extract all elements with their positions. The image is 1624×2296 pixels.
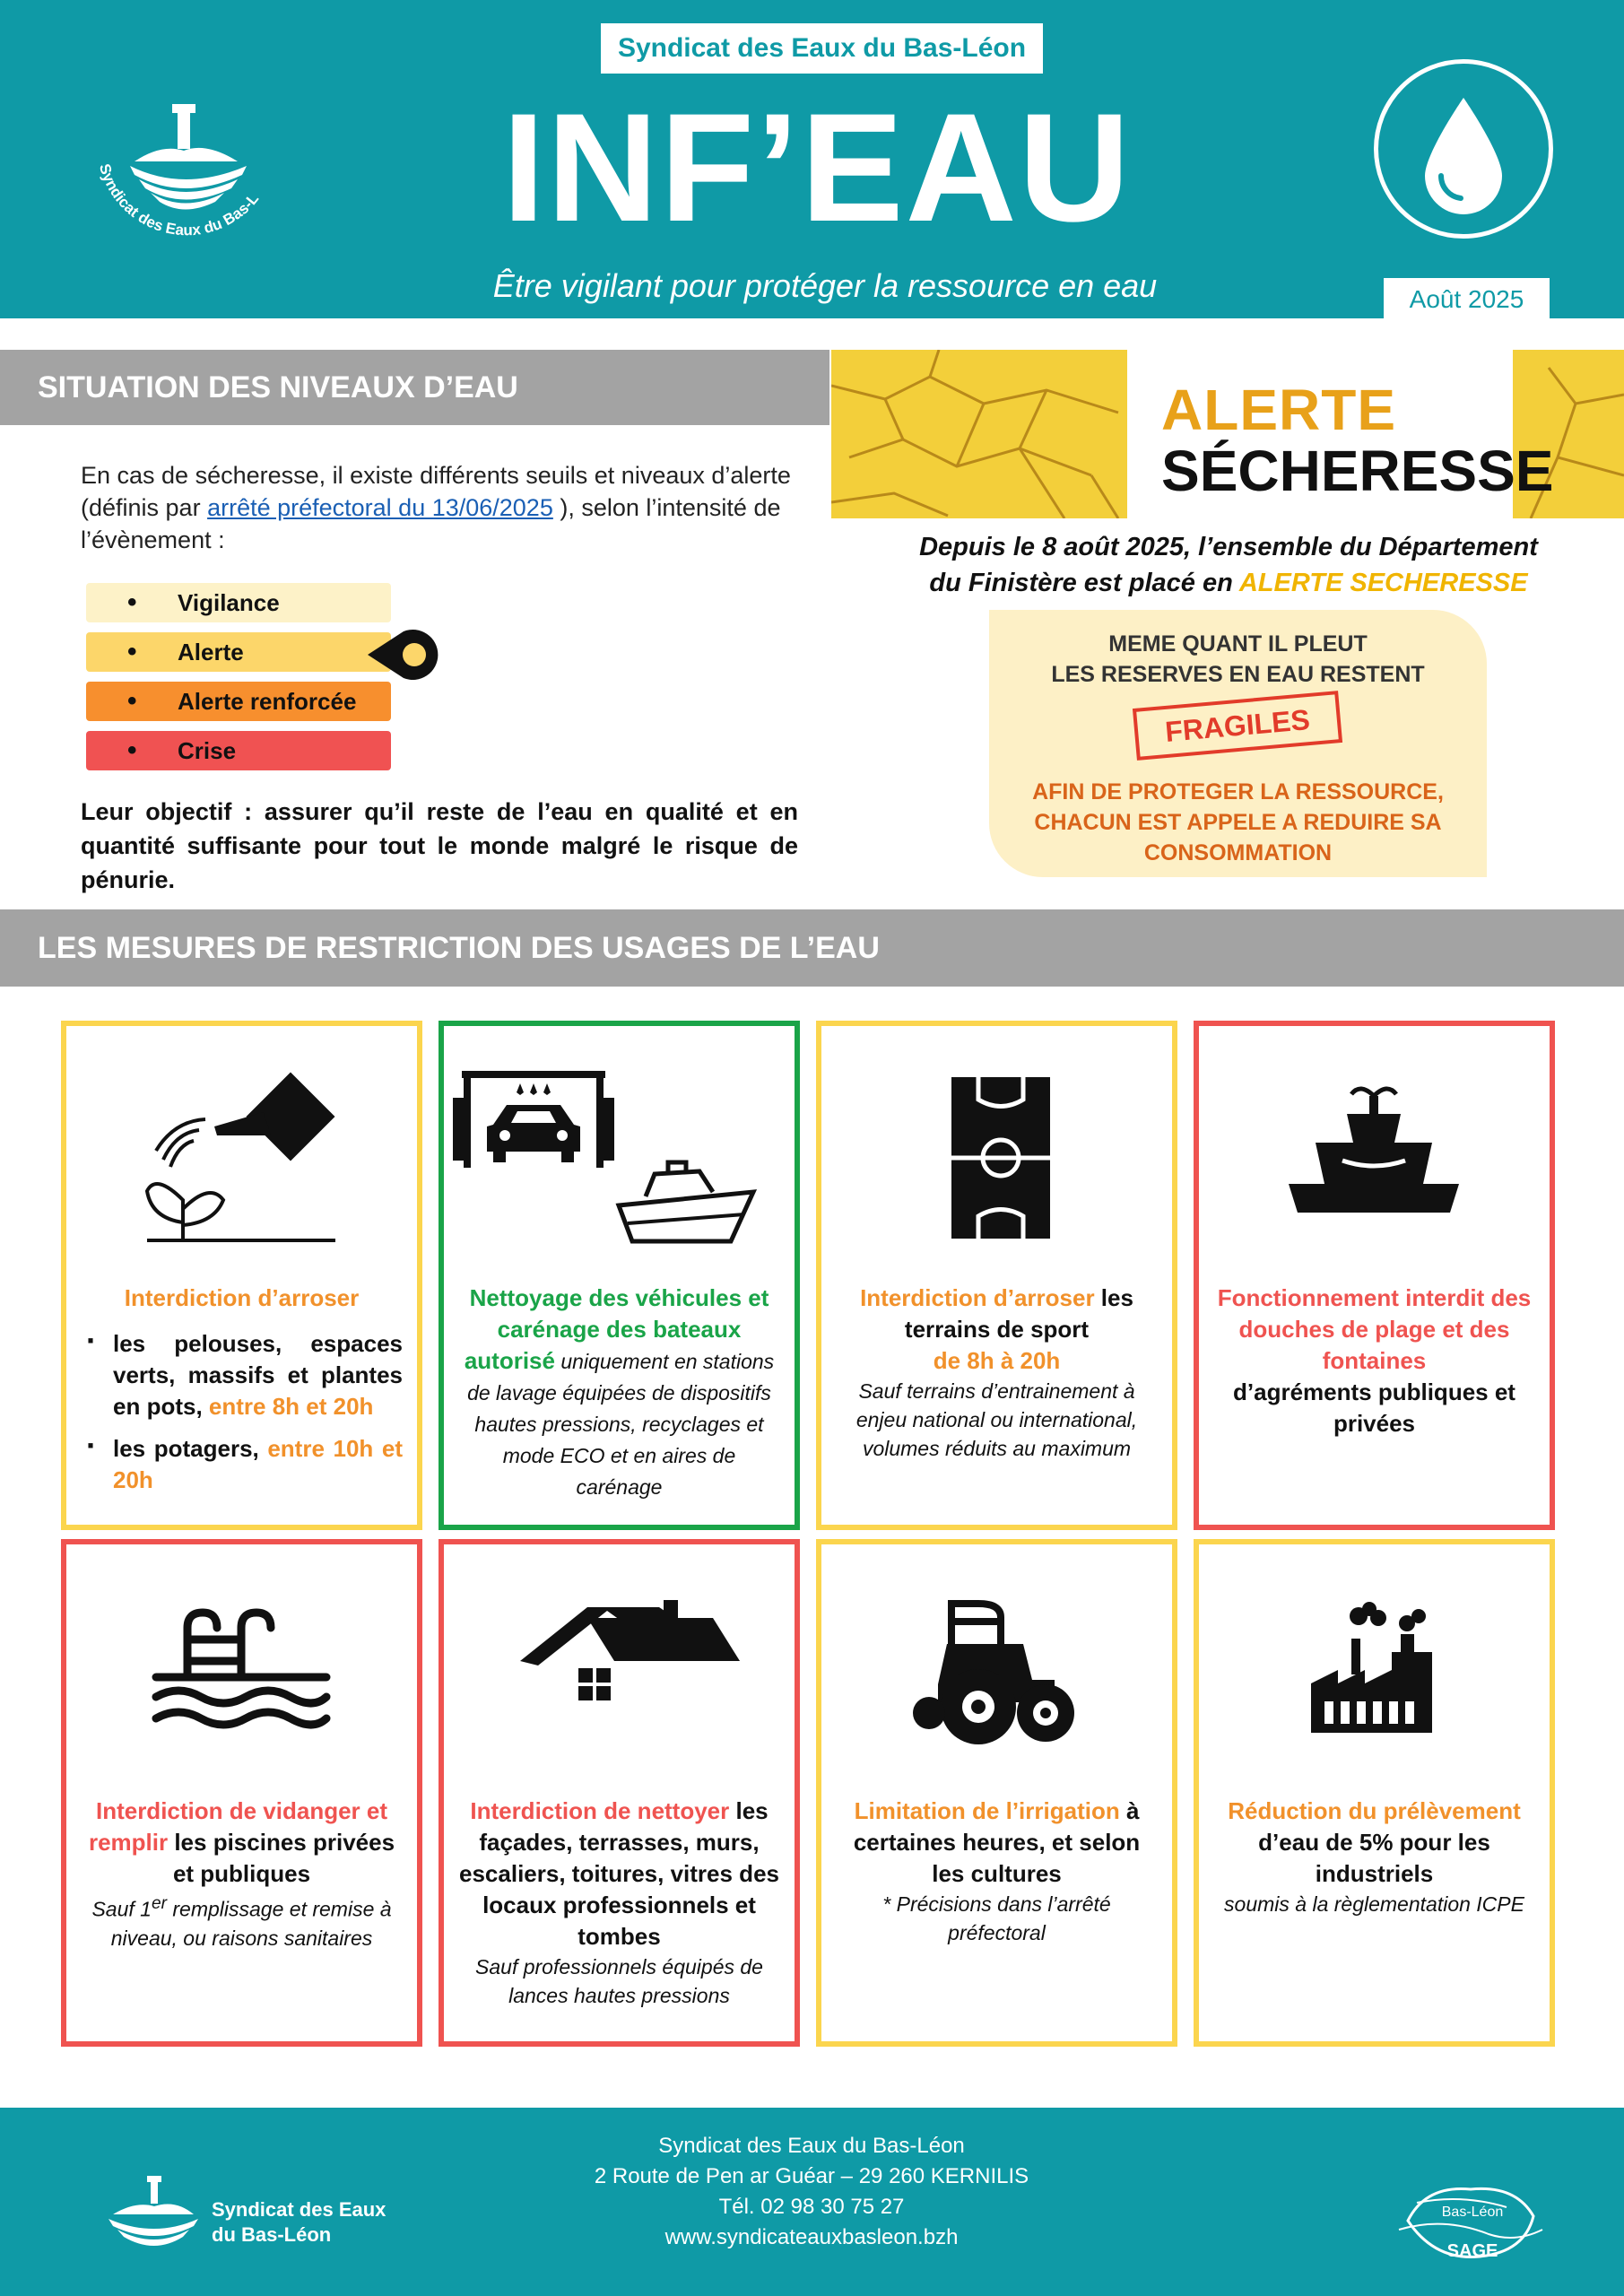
card-heading: Fonctionnement interdit des douches de plage et des fontaines [1217, 1284, 1532, 1374]
sports-field-icon [821, 1073, 1172, 1243]
card-text [1213, 1283, 1535, 1439]
level-alerte-renforcee [86, 682, 391, 721]
level-bullet: • [127, 587, 137, 617]
level-bullet: • [127, 637, 137, 666]
card-text [836, 1796, 1158, 1947]
card-subject: les façades, terrasses, murs, escaliers, toitures, vitres des locaux professionnels et tombes [459, 1797, 779, 1950]
bullet-hours: entre 10h et 20h [113, 1435, 403, 1493]
dept-alert-highlight: ALERTE SECHERESSE [1238, 569, 1528, 597]
card-cleaning [439, 1539, 800, 2047]
card-pools [61, 1539, 422, 2047]
card-irrigation [816, 1539, 1177, 2047]
card-industry [1194, 1539, 1555, 2047]
logo-water-tower-icon [81, 99, 296, 242]
card-hours: de 8h à 20h [933, 1347, 1061, 1374]
footer-address: 2 Route de Pen ar Guéar – 29 260 KERNILIS [594, 2164, 1029, 2188]
fountain-icon [1199, 1078, 1550, 1231]
footer [0, 2108, 1624, 2296]
note-text: remplissage et remise à niveau, ou raisons sanitaires [110, 1897, 392, 1950]
card-text [81, 1283, 403, 1496]
objective-text: Leur objectif : assurer qu’il reste de l’eau en qualité et en quantité suffisante pour tout le monde malgré le risque de pénurie. [81, 798, 798, 893]
bullet-hours: entre 8h et 20h [208, 1393, 374, 1420]
newsletter-title: INF’EAU [502, 82, 1132, 254]
bullet-text: les potagers, [113, 1435, 268, 1462]
card-sports-fields [816, 1021, 1177, 1530]
house-roof-icon [444, 1598, 795, 1724]
card-note: Sauf terrains d’entrainement à enjeu national ou international, volumes réduits au maximum [855, 1379, 1138, 1460]
svg-text:Syndicat des Eaux du Bas-Léon: Syndicat des Eaux du Bas-L [95, 161, 263, 239]
sage-map-icon [1390, 2167, 1551, 2274]
footer-logo-line1: Syndicat des Eaux [212, 2198, 386, 2221]
intro-paragraph [81, 459, 798, 556]
svg-text:SAGE: SAGE [1446, 2241, 1498, 2261]
footer-logo-line2: du Bas-Léon [212, 2223, 332, 2246]
car-wash-boat-icon [444, 1062, 795, 1250]
level-label: Vigilance [178, 588, 280, 616]
card-heading: Interdiction d’arroser [124, 1284, 360, 1311]
card-heading: Nettoyage des véhicules et carénage des bateaux autorisé [464, 1284, 769, 1374]
card-text [458, 1796, 780, 2010]
footer-phone[interactable]: Tél. 02 98 30 75 27 [718, 2195, 905, 2219]
level-alerte [86, 632, 391, 672]
prefectoral-decree-link[interactable]: arrêté préfectoral du 13/06/2025 [207, 494, 553, 521]
card-heading: Interdiction de vidanger et remplir [88, 1797, 388, 1856]
card-text [1213, 1796, 1535, 1918]
card-subject: à certaines heures, et selon les cultures [853, 1797, 1141, 1887]
card-watering [61, 1021, 422, 1530]
sage-logo [1390, 2167, 1551, 2274]
card-text [836, 1283, 1158, 1463]
intro-text-end: ), selon l’intensité de l’évènement : [81, 494, 781, 553]
note-superscript: er [151, 1894, 167, 1913]
card-heading: Limitation de l’irrigation [854, 1797, 1120, 1824]
card-subject: d’eau de 5% pour les industriels [1258, 1829, 1490, 1887]
water-drop-emblem [1374, 59, 1553, 239]
level-label: Crise [178, 736, 237, 764]
card-fountains [1194, 1021, 1555, 1530]
newsletter-subtitle: Être vigilant pour protéger la ressource en eau [492, 267, 1158, 304]
level-label: Alerte renforcée [178, 687, 357, 715]
tractor-icon [821, 1595, 1172, 1747]
card-vehicle-wash [439, 1021, 800, 1530]
level-bullet: • [127, 735, 137, 765]
alert-title-line2: SÉCHERESSE [1161, 439, 1554, 503]
fragile-reserves-box [989, 610, 1487, 877]
syndicat-logo [81, 99, 296, 242]
footer-website-link[interactable]: www.syndicateauxbasleon.bzh [664, 2225, 959, 2249]
level-crise [86, 731, 391, 770]
factory-icon [1199, 1598, 1550, 1742]
footer-contact [538, 2131, 1085, 2253]
header-banner [0, 0, 1624, 318]
bullet-text: les pelouses, espaces verts, massifs et plantes en pots, [113, 1330, 403, 1420]
section-title-restrictions: LES MESURES DE RESTRICTION DES USAGES DE L’EAU [0, 909, 1624, 987]
dept-line2 [847, 565, 1610, 601]
card-subject: les piscines privées et publiques [168, 1829, 395, 1887]
swimming-pool-icon [66, 1605, 417, 1740]
fragiles-stamp: FRAGILES [1133, 691, 1342, 761]
card-heading-line [836, 1283, 1158, 1345]
fragile-line1: MEME QUANT IL PLEUT [1108, 631, 1368, 657]
dept-line2-text: du Finistère est placé en [929, 569, 1239, 597]
issue-date: Août 2025 [1384, 278, 1550, 321]
card-heading: Interdiction de nettoyer [470, 1797, 730, 1824]
card-text [81, 1796, 403, 1952]
card-note: uniquement en stations de lavage équipées de dispositifs hautes pressions, recyclages et mode ECO et en aires de carénage [467, 1350, 775, 1499]
card-note: * Précisions dans l’arrêté préfectoral [882, 1892, 1111, 1944]
alert-levels-list [86, 583, 391, 780]
section-title-water-levels: SITUATION DES NIVEAUX D’EAU [0, 350, 829, 425]
card-bullet-2 [81, 1433, 403, 1496]
water-drop-icon [1378, 64, 1549, 234]
level-vigilance [86, 583, 391, 622]
pin-marker-icon [368, 628, 448, 682]
fragile-call-to-action: AFIN DE PROTEGER LA RESSOURCE, CHACUN EST APPELE A REDUIRE SA CONSOMMATION [1032, 779, 1444, 865]
intro-text-start: En cas de sécheresse, il existe différents seuils et niveaux d’alerte (définis par [81, 462, 791, 521]
footer-org-name: Syndicat des Eaux du Bas-Léon [658, 2134, 965, 2158]
svg-text:Bas-Léon: Bas-Léon [1441, 2205, 1504, 2220]
card-text [458, 1283, 780, 1502]
fragile-line2: LES RESERVES EN EAU RESTENT [1051, 662, 1425, 687]
card-note [81, 1890, 403, 1952]
level-label: Alerte [178, 638, 244, 665]
org-label-box: Syndicat des Eaux du Bas-Léon [601, 23, 1043, 74]
department-alert-statement [847, 529, 1610, 601]
watering-can-icon [66, 1065, 417, 1245]
card-subject: les terrains de sport [904, 1284, 1133, 1343]
card-subject: d’agréments publiques et privées [1233, 1378, 1515, 1437]
note-text: Sauf 1 [91, 1897, 152, 1921]
card-note: Sauf professionnels équipés de lances hautes pressions [475, 1955, 763, 2007]
card-heading: Réduction du prélèvement [1228, 1797, 1521, 1824]
card-heading: Interdiction d’arroser [860, 1284, 1095, 1311]
footer-logo-text [212, 2197, 386, 2248]
alert-title-line1: ALERTE [1161, 378, 1396, 442]
card-bullet-1 [81, 1328, 403, 1422]
footer-logo-icon [86, 2174, 221, 2264]
level-bullet: • [127, 686, 137, 716]
dept-line1: Depuis le 8 août 2025, l’ensemble du Département [919, 533, 1538, 561]
drought-alert-banner [831, 350, 1624, 518]
card-note: soumis à la règlementation ICPE [1224, 1892, 1524, 1916]
